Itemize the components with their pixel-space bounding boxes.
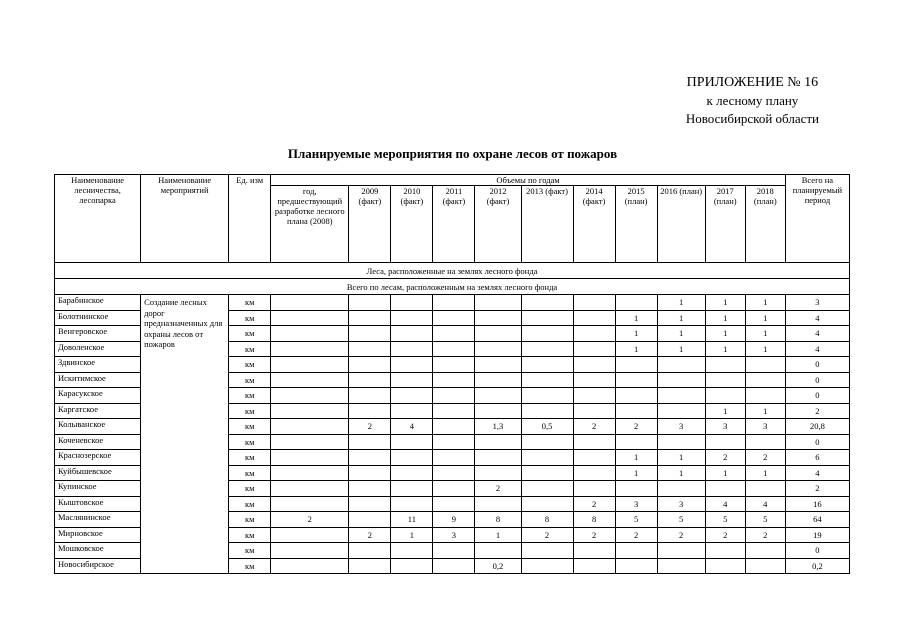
value-cell: 2 [573,527,615,543]
value-cell: 2 [573,496,615,512]
forestry-name: Здвинское [55,357,141,373]
value-cell: 4 [391,419,433,435]
value-cell [705,434,745,450]
value-cell: 11 [391,512,433,528]
forestry-name: Барабинское [55,295,141,311]
value-cell [271,372,349,388]
value-cell [433,434,475,450]
total-cell: 64 [785,512,849,528]
value-cell: 5 [745,512,785,528]
total-cell: 2 [785,481,849,497]
value-cell [615,295,657,311]
header-year: 2011 (факт) [433,186,475,263]
value-cell [349,310,391,326]
value-cell [475,450,521,466]
value-cell [391,403,433,419]
value-cell [745,372,785,388]
total-cell: 0 [785,434,849,450]
unit-cell: км [229,357,271,373]
appendix-number: ПРИЛОЖЕНИЕ № 16 [686,75,819,90]
value-cell [391,496,433,512]
value-cell [391,558,433,574]
value-cell [433,341,475,357]
value-cell: 2 [521,527,573,543]
value-cell: 8 [573,512,615,528]
section-title: Леса, расположенные на землях лесного фонда [55,263,850,279]
value-cell [391,465,433,481]
header-unit: Ед. изм [229,175,271,263]
value-cell [657,434,705,450]
header-year: 2013 (факт) [521,186,573,263]
value-cell: 1 [391,527,433,543]
total-cell: 0 [785,543,849,559]
value-cell: 1 [705,403,745,419]
header-year: 2010 (факт) [391,186,433,263]
value-cell: 1 [615,450,657,466]
value-cell: 1 [657,465,705,481]
value-cell: 2 [349,419,391,435]
value-cell [521,465,573,481]
total-cell: 3 [785,295,849,311]
total-cell: 0 [785,388,849,404]
value-cell [657,357,705,373]
value-cell [271,543,349,559]
value-cell [475,341,521,357]
value-cell [475,496,521,512]
value-cell: 1 [615,341,657,357]
forestry-name: Карасукское [55,388,141,404]
value-cell [475,434,521,450]
value-cell [615,388,657,404]
value-cell: 3 [433,527,475,543]
value-cell [433,403,475,419]
value-cell: 2 [615,419,657,435]
forestry-name: Колыванское [55,419,141,435]
value-cell [521,388,573,404]
value-cell [521,357,573,373]
value-cell [271,465,349,481]
total-cell: 16 [785,496,849,512]
value-cell: 2 [615,527,657,543]
value-cell [615,481,657,497]
value-cell: 1 [657,295,705,311]
value-cell [615,372,657,388]
value-cell [573,434,615,450]
value-cell [349,295,391,311]
forestry-name: Венгеровское [55,326,141,342]
total-cell: 4 [785,326,849,342]
value-cell [271,419,349,435]
value-cell [475,326,521,342]
value-cell: 1 [745,310,785,326]
value-cell [705,543,745,559]
header-year: 2018 (план) [745,186,785,263]
forestry-name: Мирновское [55,527,141,543]
total-cell: 2 [785,403,849,419]
value-cell [745,357,785,373]
value-cell [475,372,521,388]
unit-cell: км [229,512,271,528]
unit-cell: км [229,434,271,450]
value-cell: 0,5 [521,419,573,435]
value-cell [271,434,349,450]
value-cell: 2 [475,481,521,497]
value-cell [349,450,391,466]
value-cell [349,403,391,419]
value-cell [349,465,391,481]
value-cell [657,403,705,419]
value-cell [271,295,349,311]
value-cell [657,543,705,559]
value-cell [433,558,475,574]
value-cell [615,434,657,450]
value-cell: 3 [745,419,785,435]
unit-cell: км [229,527,271,543]
value-cell [521,434,573,450]
value-cell [573,372,615,388]
value-cell [391,341,433,357]
value-cell [615,357,657,373]
value-cell [745,481,785,497]
forestry-name: Каргатское [55,403,141,419]
value-cell [271,558,349,574]
value-cell [391,295,433,311]
total-cell: 6 [785,450,849,466]
unit-cell: км [229,419,271,435]
value-cell: 2 [349,527,391,543]
value-cell [657,388,705,404]
value-cell: 1 [745,295,785,311]
value-cell: 1 [705,295,745,311]
value-cell [615,543,657,559]
value-cell [521,372,573,388]
forestry-name: Искитимское [55,372,141,388]
total-cell: 0 [785,372,849,388]
value-cell [615,403,657,419]
forestry-name: Новосибирское [55,558,141,574]
forestry-name: Болотнинское [55,310,141,326]
document-title: Планируемые мероприятия по охране лесов от пожаров [287,146,618,161]
value-cell: 5 [705,512,745,528]
value-cell: 1 [705,326,745,342]
value-cell: 3 [705,419,745,435]
unit-cell: км [229,450,271,466]
value-cell [475,403,521,419]
value-cell: 9 [433,512,475,528]
unit-cell: км [229,341,271,357]
value-cell [521,481,573,497]
value-cell [521,496,573,512]
value-cell [705,558,745,574]
total-cell: 0,2 [785,558,849,574]
value-cell [573,326,615,342]
value-cell [271,388,349,404]
value-cell [475,543,521,559]
header-total: Всего на планируемый период [785,175,849,263]
unit-cell: км [229,372,271,388]
value-cell [271,310,349,326]
value-cell [433,310,475,326]
forestry-name: Купинское [55,481,141,497]
forestry-name: Краснозерское [55,450,141,466]
value-cell: 1 [705,341,745,357]
unit-cell: км [229,295,271,311]
unit-cell: км [229,481,271,497]
value-cell: 5 [615,512,657,528]
value-cell [573,310,615,326]
value-cell [391,310,433,326]
value-cell [521,341,573,357]
value-cell: 1 [705,310,745,326]
value-cell [349,341,391,357]
value-cell [271,403,349,419]
value-cell [349,496,391,512]
value-cell [391,450,433,466]
value-cell: 2 [705,450,745,466]
value-cell [433,388,475,404]
value-cell [475,388,521,404]
value-cell [745,543,785,559]
fire-protection-table [54,174,850,574]
value-cell [391,434,433,450]
unit-cell: км [229,326,271,342]
total-cell: 4 [785,310,849,326]
value-cell [573,341,615,357]
header-year: 2017 (план) [705,186,745,263]
value-cell: 1 [657,450,705,466]
header-year: год, предшествующий разработке лесного плана (2008) [271,186,349,263]
header-event: Наименование мероприятий [141,175,229,263]
value-cell [745,434,785,450]
value-cell [521,326,573,342]
header-volumes: Объемы по годам [271,175,786,186]
value-cell [745,558,785,574]
header-year: 2015 (план) [615,186,657,263]
value-cell: 0,2 [475,558,521,574]
forestry-name: Доволенское [55,341,141,357]
forestry-name: Кыштовское [55,496,141,512]
value-cell [573,450,615,466]
section-subtitle: Всего по лесам, расположенным на землях лесного фонда [55,279,850,295]
value-cell [271,357,349,373]
value-cell [433,372,475,388]
value-cell [271,450,349,466]
unit-cell: км [229,496,271,512]
value-cell [521,310,573,326]
value-cell [391,326,433,342]
value-cell: 1 [657,341,705,357]
value-cell: 1 [745,465,785,481]
value-cell [521,543,573,559]
value-cell [271,481,349,497]
value-cell [271,326,349,342]
value-cell [433,450,475,466]
value-cell [475,295,521,311]
value-cell [573,388,615,404]
value-cell: 1 [657,310,705,326]
value-cell: 2 [271,512,349,528]
value-cell: 1 [745,326,785,342]
value-cell: 8 [475,512,521,528]
value-cell [391,481,433,497]
value-cell: 3 [615,496,657,512]
value-cell: 1 [745,403,785,419]
value-cell: 5 [657,512,705,528]
value-cell [349,512,391,528]
value-cell: 2 [705,527,745,543]
unit-cell: км [229,403,271,419]
forestry-name: Куйбышевское [55,465,141,481]
value-cell [271,496,349,512]
value-cell: 1 [615,465,657,481]
value-cell [705,372,745,388]
unit-cell: км [229,543,271,559]
value-cell [615,558,657,574]
value-cell [573,465,615,481]
value-cell [475,310,521,326]
value-cell [349,543,391,559]
value-cell [521,558,573,574]
event-name: Создание лесных дорог предназначенных для охраны лесов от пожаров [141,295,229,574]
value-cell [433,295,475,311]
value-cell: 1 [657,326,705,342]
value-cell [521,450,573,466]
value-cell: 1,3 [475,419,521,435]
total-cell: 20,8 [785,419,849,435]
value-cell [349,372,391,388]
value-cell [391,543,433,559]
value-cell [391,388,433,404]
header-forestry: Наименование лесничества, лесопарка [55,175,141,263]
total-cell: 19 [785,527,849,543]
value-cell [573,403,615,419]
value-cell [573,558,615,574]
value-cell [705,481,745,497]
appendix-header [686,74,819,128]
forestry-name: Коченевское [55,434,141,450]
value-cell [657,558,705,574]
value-cell [475,357,521,373]
value-cell [433,481,475,497]
unit-cell: км [229,388,271,404]
value-cell: 4 [745,496,785,512]
value-cell: 1 [475,527,521,543]
value-cell [349,481,391,497]
value-cell: 3 [657,496,705,512]
value-cell: 2 [745,527,785,543]
value-cell: 3 [657,419,705,435]
value-cell [433,543,475,559]
unit-cell: км [229,558,271,574]
forestry-name: Мошковское [55,543,141,559]
value-cell [349,388,391,404]
value-cell [657,481,705,497]
value-cell [271,341,349,357]
value-cell: 4 [705,496,745,512]
value-cell [745,388,785,404]
value-cell [349,434,391,450]
value-cell [391,372,433,388]
unit-cell: км [229,465,271,481]
value-cell [433,419,475,435]
value-cell [475,465,521,481]
value-cell [521,295,573,311]
value-cell [657,372,705,388]
value-cell: 2 [745,450,785,466]
value-cell [573,357,615,373]
header-year: 2014 (факт) [573,186,615,263]
value-cell: 1 [615,326,657,342]
value-cell [521,403,573,419]
appendix-plan: к лесному плану [706,93,799,108]
value-cell [433,465,475,481]
value-cell: 2 [573,419,615,435]
value-cell [271,527,349,543]
value-cell [349,326,391,342]
value-cell: 1 [745,341,785,357]
value-cell [705,388,745,404]
value-cell [573,481,615,497]
forestry-name: Маслянинское [55,512,141,528]
header-year: 2016 (план) [657,186,705,263]
table-row [55,295,850,311]
value-cell [391,357,433,373]
value-cell [349,357,391,373]
value-cell: 1 [705,465,745,481]
header-year: 2012 (факт) [475,186,521,263]
total-cell: 4 [785,341,849,357]
total-cell: 0 [785,357,849,373]
value-cell [433,496,475,512]
value-cell [349,558,391,574]
header-year: 2009 (факт) [349,186,391,263]
value-cell: 8 [521,512,573,528]
value-cell: 2 [657,527,705,543]
value-cell [573,543,615,559]
unit-cell: км [229,310,271,326]
value-cell [433,357,475,373]
value-cell [573,295,615,311]
total-cell: 4 [785,465,849,481]
value-cell [705,357,745,373]
value-cell [433,326,475,342]
appendix-region: Новосибирской области [685,111,819,126]
value-cell: 1 [615,310,657,326]
